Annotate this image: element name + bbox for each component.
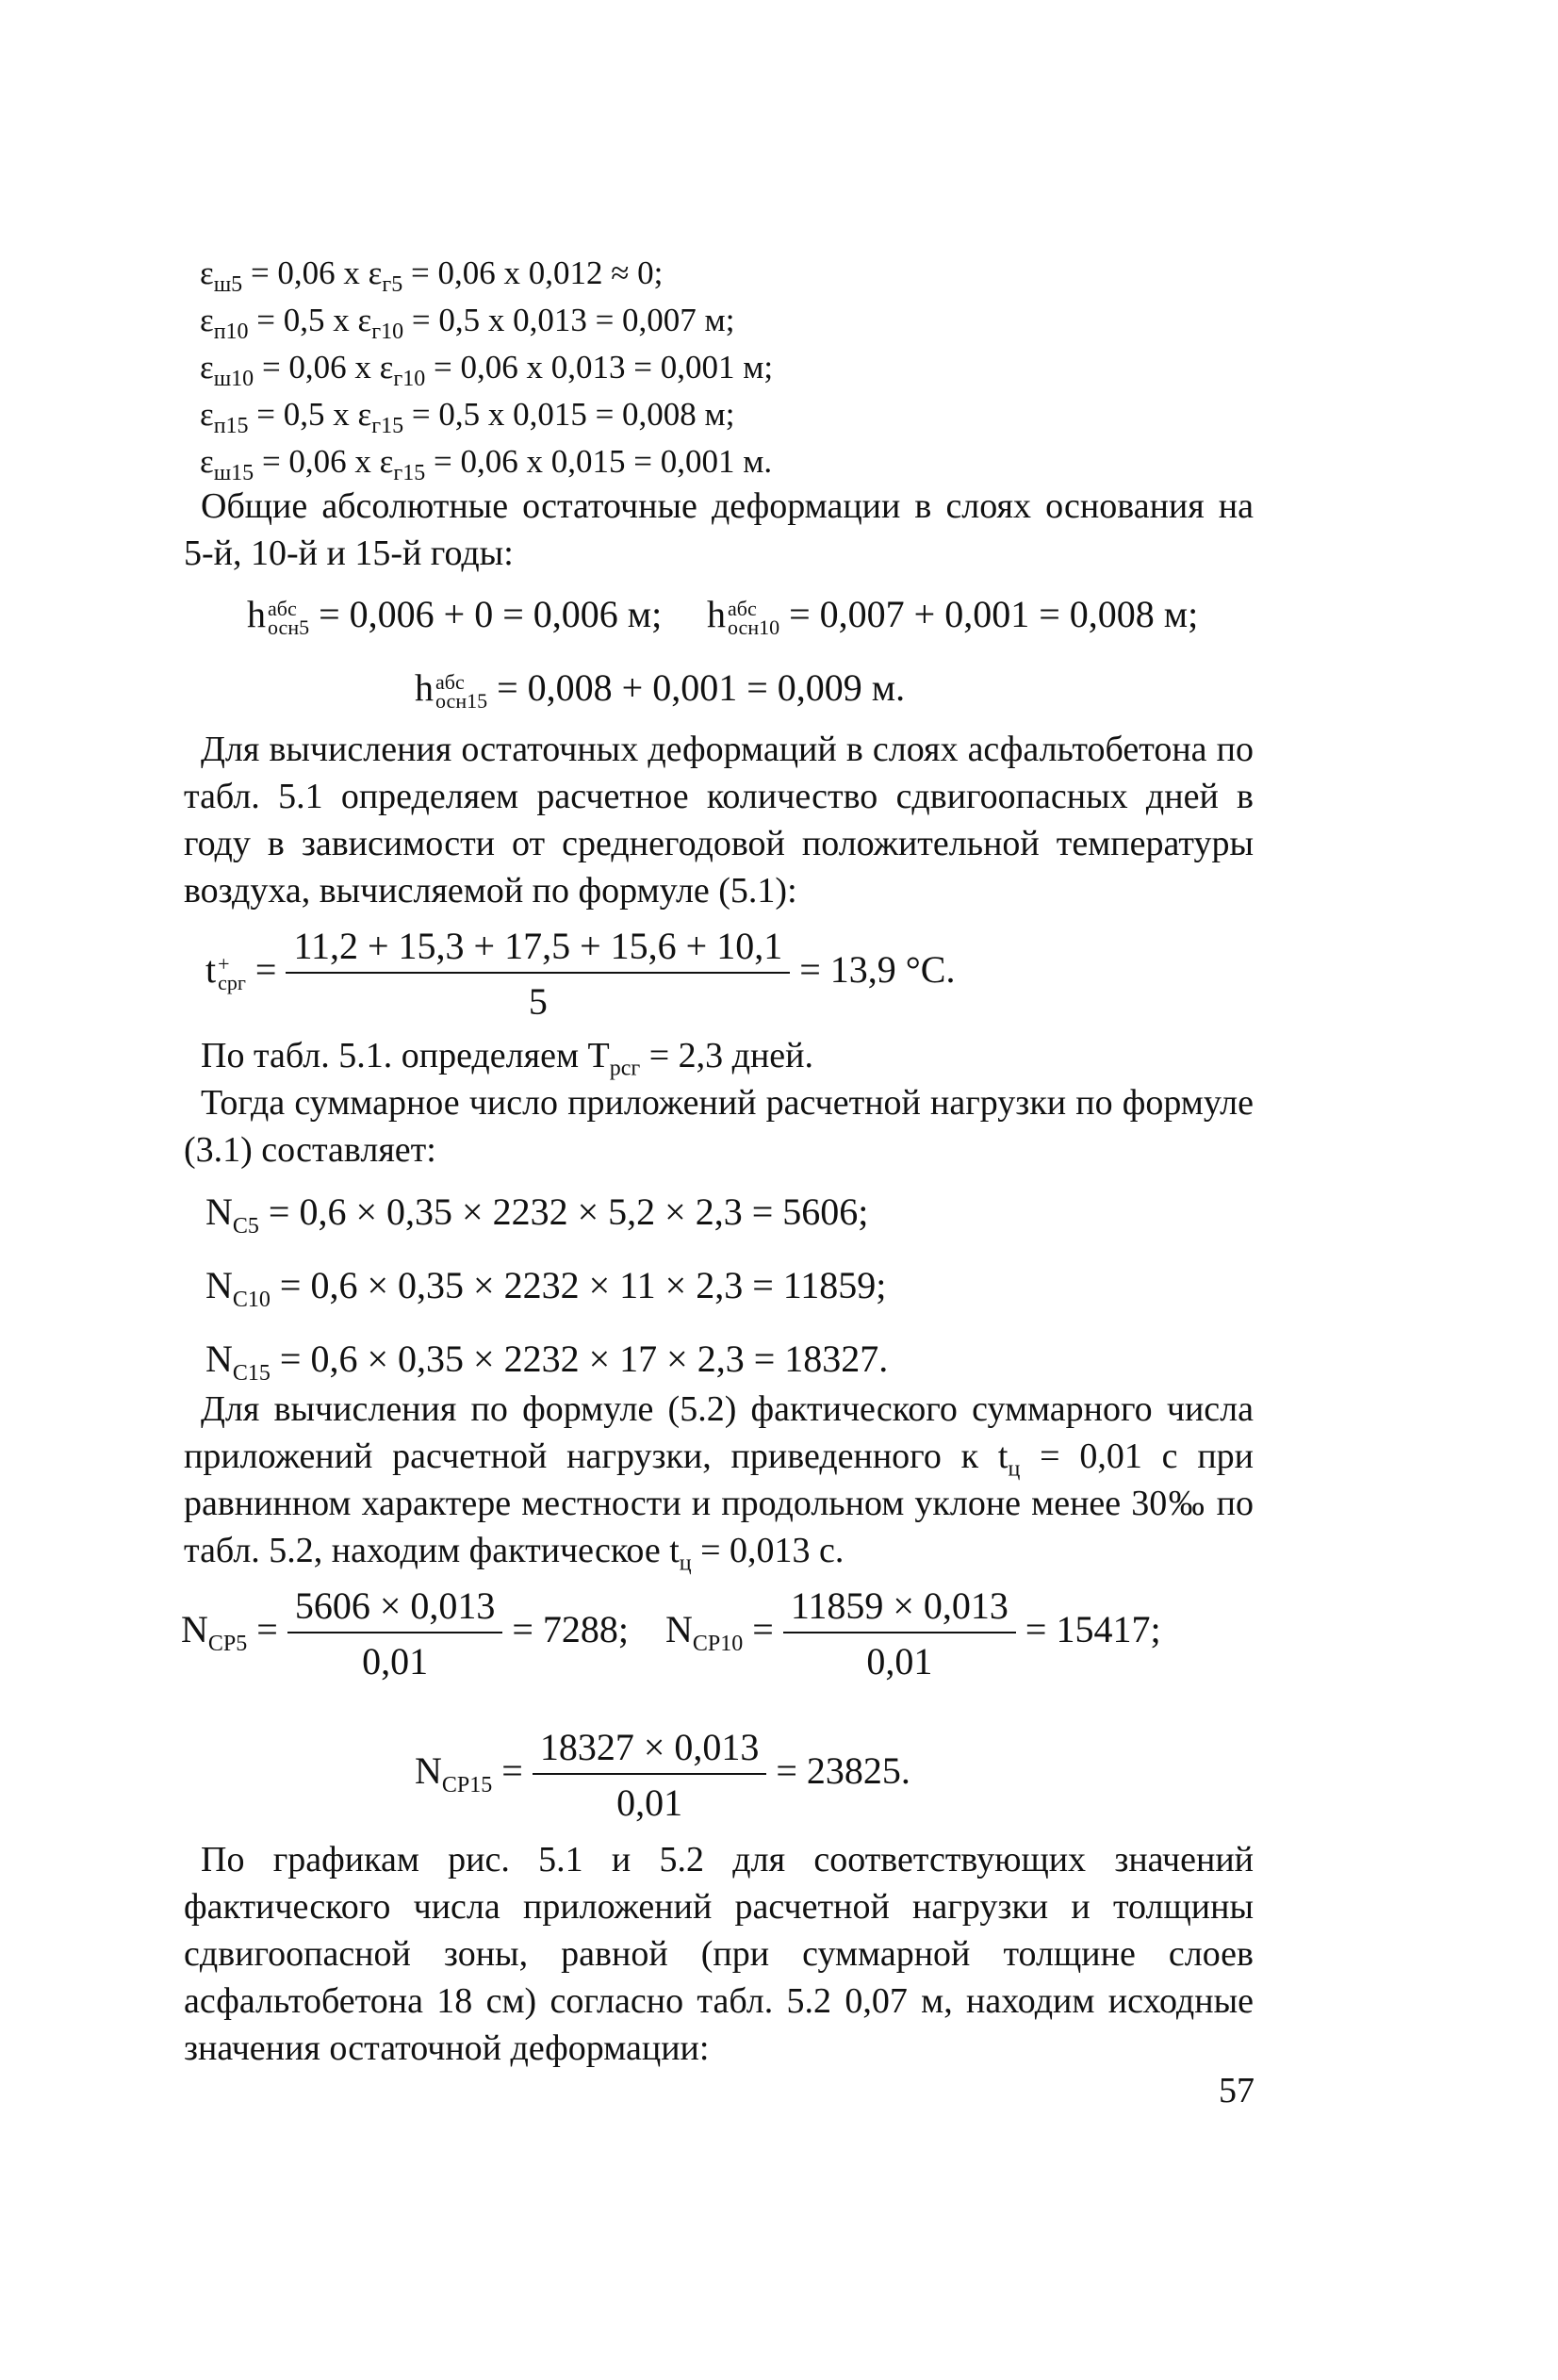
n-equation-15: $N_{С15} = 0,6 \times 0,35 \times 2232 \times 17 \times 2,3 = 18327$. [205, 1338, 889, 1386]
eps-line-5: $\varepsilon_{ш15} = 0,06$ x $\varepsilon_{г15} = 0,06$ x 0,015 = 0,001 м. [200, 443, 773, 485]
h-equation-10: h абс осн10 = 0,007 + 0,001 = 0,008 м; [707, 593, 1199, 639]
n-equation-5: $N_{С5} = 0,6 \times 0,35 \times 2232 \times 5,2 \times 2,3 = 5606$; [205, 1190, 869, 1239]
paragraph-absolute-deformations: Общие абсолютные остаточные деформации в слоях основания на 5-й, 10-й и 15-й годы: [184, 486, 1254, 573]
paragraph-graphs: По графикам рис. 5.1 и 5.2 для соответствующих значений фактического числа приложений расчетной нагрузки и толщины сдвигоопасной зоны, равной (при суммарной толщине слоев асфальтобетона 18 см) согласно табл. 5.2 0,07 м, находим исходные значения остаточной деформации: [184, 1840, 1254, 2068]
ncp-formula-15: $N_{СР15}$ = $\frac{18327 \times 0,013}{0,01}$ = 23825. [415, 1726, 910, 1824]
paragraph-table-lookup: По табл. 5.1. определяем $T_{рсг} = 2,3$ дней. [201, 1036, 814, 1081]
eps-line-2: $\varepsilon_{п10} = 0,5$ x $\varepsilon_{г10} = 0,5$ x 0,013 = 0,007 м; [200, 302, 735, 344]
eps-line-1: $\varepsilon_{ш5} = 0,06$ x $\varepsilon_{г5} = 0,06$ x 0,012 ≈ 0; [200, 254, 664, 297]
h-equation-5: h абс осн5 = 0,006 + 0 = 0,006 м; [247, 593, 663, 639]
eps-line-4: $\varepsilon_{п15} = 0,5$ x $\varepsilon_{г15} = 0,5$ x 0,015 = 0,008 м; [200, 396, 735, 438]
t-formula: t + срг = $\frac{11,2 + 15,3 + 17,5 + 15,6 + 10,1}{5}$ = 13,9 °С. [205, 925, 956, 1023]
paragraph-actual-load: Для вычисления по формуле (5.2) фактического суммарного числа приложений расчетной нагрузки, приведенного к $t_ц = 0,01$ с при равнинном характере местности и продольном уклоне менее 30‰ по табл. 5.2, находим фактическое $t_ц = 0,013$ с. [184, 1389, 1255, 1576]
n-equation-10: $N_{С10} = 0,6 \times 0,35 \times 2232 \times 11 \times 2,3 = 11859$; [205, 1264, 887, 1312]
h-equation-15: h абс осн15 = 0,008 + 0,001 = 0,009 м. [415, 666, 906, 713]
ncp-formula-10: $N_{СР10}$ = $\frac{11859 \times 0,013}{0,01}$ = 15417; [665, 1584, 1161, 1682]
ncp-formula-5: $N_{СР5}$ = $\frac{5606 \times 0,013}{0,01}$ = 7288; [181, 1584, 630, 1682]
paragraph-temperature: Для вычисления остаточных деформаций в слоях асфальтобетона по табл. 5.1 определяем расчетное количество сдвигоопасных дней в году в зависимости от среднегодовой положительной температуры воздуха, вычисляемой по формуле (5.1): [184, 730, 1254, 911]
eps-line-3: $\varepsilon_{ш10} = 0,06$ x $\varepsilon_{г10} = 0,06$ x 0,013 = 0,001 м; [200, 349, 774, 391]
page-number: 57 [1219, 2071, 1255, 2110]
paragraph-total-load: Тогда суммарное число приложений расчетной нагрузки по формуле (3.1) составляет: [184, 1083, 1254, 1170]
